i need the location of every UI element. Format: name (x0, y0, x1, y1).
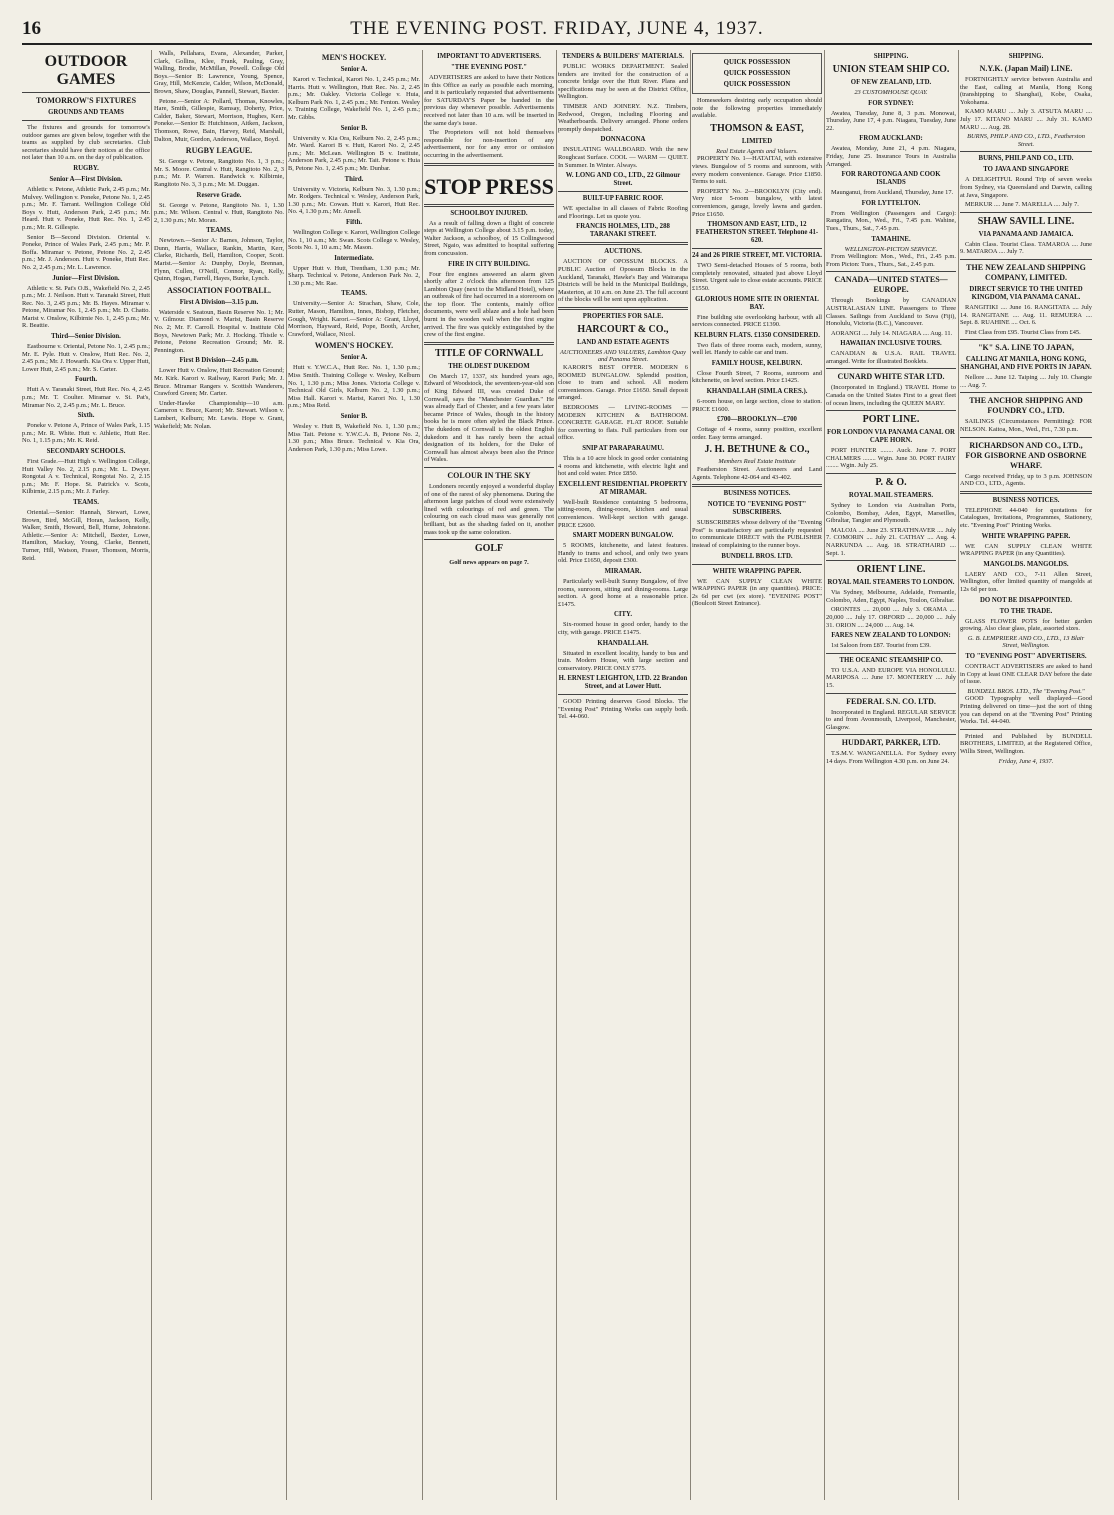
paragraph: Eastbourne v. Oriental, Petone No. 1, 2.45 p.m.; Mr. E. Pyle. Hutt v. Onslow, Hutt Rec. No. 2, 2.45 p.m.; Mr. J. Howarth. Kia Ora v. Upper Hutt, Lower Hutt, 2.45 p.m.; Mr. S. Carter. (22, 343, 150, 373)
paragraph: Walls, Pellahara, Evans, Alexander, Parker, Clark, Gollins, Klee, Frank, Pauling, Gray, Walling, Brodie, McMillan, Powell. College Old Boys.—Senior B: Lawrence, Young, Spence, Gray, Hill, McKenzie, Calder, Wilson, McDonald, Brown, Shaw, Douglas, Pannell, Stewart, Baxter. (154, 50, 284, 95)
subheading: Senior B. (340, 413, 368, 420)
mens-hockey-heading: MEN'S HOCKEY. (321, 53, 387, 62)
paragraph: BEDROOMS — LIVING-ROOMS — MODERN KITCHEN & BATHROOM. CONCRETE GARAGE. FLAT ROOF. Suitable for converting to flats. Full particulars from our office. (558, 404, 688, 442)
paragraph: CONTRACT ADVERTISERS are asked to hand in Copy at least ONE CLEAR DAY before the date of issue. (960, 662, 1092, 686)
rule (692, 248, 822, 249)
rule (558, 694, 688, 695)
paragraph: Maunganui, from Auckland, Thursday, June 17. (831, 189, 954, 197)
subheading: SCHOOLBOY INJURED. (450, 209, 528, 217)
rugby-heading: RUGBY. (73, 164, 99, 172)
rule (960, 151, 1092, 152)
subheading: First A Division—3.15 p.m. (179, 298, 259, 306)
rule (22, 92, 150, 93)
firm-name: G. B. LEMPRIERE AND CO., LTD., 13 Blair Street, Wellington. (967, 634, 1085, 650)
subheading: MIRAMAR. (604, 567, 642, 575)
rule (826, 560, 956, 561)
firm-name: W. LONG AND CO., LTD., 22 Gilmour Street. (565, 172, 681, 188)
subheading: 24 and 26 PIRIE STREET, MT. VICTORIA. (692, 252, 822, 260)
port-line-heading: PORT LINE. (862, 414, 920, 426)
paragraph: PUBLIC WORKS DEPARTMENT. Sealed tenders are invited for the construction of a concrete bridge over the Hutt River. Plans and specifications may be seen at the District Office, Wellington. (558, 63, 688, 101)
column-1 (22, 50, 150, 1500)
rule (960, 491, 1092, 494)
page-number: 16 (22, 18, 41, 39)
rule (960, 729, 1092, 730)
paragraph: University v. Victoria, Kelburn No. 3, 1.30 p.m.; Mr. Rodgers. Technical v. Wesley, Anderson Park, 1.30 p.m.; Mr. Cowan. Hutt v. Karori, Hutt Rec. No. 4, 1.30 p.m.; Mr. Ansell. (288, 185, 420, 216)
column-divider (690, 50, 691, 1500)
tenders-heading: TENDERS & BUILDERS' MATERIALS. (562, 53, 684, 60)
bethune-heading: J. H. BETHUNE & CO., (704, 444, 810, 456)
paragraph: Sydney to London via Australian Ports, Colombo, Bombay, Aden, Egypt, Marseilles, Gibraltar, Tangier and Plymouth. (826, 502, 956, 525)
firm-agents: BURNS, PHILP AND CO., LTD., Featherston Street. (967, 133, 1085, 148)
union-steam-heading: UNION STEAM SHIP CO. (832, 64, 950, 75)
paragraph: SUBSCRIBERS whose delivery of the "Evening Post" is unsatisfactory are particularly requested to communicate DIRECT with the PUBLISHER instead of complaining to the runner boys. (692, 519, 822, 549)
paragraph: 5 ROOMS, kitchenette, and latest features. Handy to trams and school, and only two years old. Price £1650, deposit £300. (558, 542, 688, 565)
shipping-heading: SHIPPING. (873, 53, 909, 60)
subheading: FOR SYDNEY: (868, 99, 914, 107)
paragraph: Four fire engines answered an alarm given shortly after 2 o'clock this afternoon from 125 Lambton Quay (next to the Midland Hotel), where an outbreak of fire had occurred in a storeroom on the top floor. The contents, mainly office documents, were well ablaze and a hole had been burnt in the wooden wall when the first engine arrived. The fire was quickly extinguished by the crew of the first engine. (424, 270, 554, 339)
rule (558, 307, 688, 310)
richardson-heading: RICHARDSON AND CO., LTD., FOR GISBORNE AND OSBORNE WHARF. (965, 440, 1087, 470)
subheading: Third—Senior Division. (51, 333, 121, 341)
column-divider (151, 50, 152, 1500)
rule (692, 564, 822, 565)
column-2 (154, 50, 284, 1500)
subheading: Third. (344, 175, 364, 183)
paragraph: University.—Senior A: Strachan, Shaw, Cole, Rutter, Mason, Hamilton, Innes, Bishop, Fletcher, Gough, Wright. Karori.—Senior A: Grant, Lloyd, Morrison, Hayward, Reid, Pope, Booth, Archer, Crawford, Wallace, Nicol. (288, 300, 420, 338)
paragraph: Well-built Residence containing 5 bedrooms, sitting-room, dining-room, kitchen and usual conveniences. Well-kept section with garage. PRICE £2600. (558, 498, 688, 529)
paragraph: On March 17, 1337, six hundred years ago, Edward of Woodstock, the seventeen-year-old son of King Edward III, was created Duke of Cornwall, says the "Manchester Guardian." He was already Earl of Chester, and a few years later became Prince of Wales, though in the history books he is more often styled the Black Prince. The dukedom of Cornwall is the oldest English dukedom and it has rarely been the actual designation of its holders, for the Duke of Cornwall has almost always been also the Prince of Wales. (424, 372, 554, 464)
paragraph: Athletic v. St. Pat's O.B., Wakefield No. 2, 2.45 p.m.; Mr. J. Neilson. Hutt v. Taranaki Street, Hutt Rec. No. 3, 2.45 p.m.; Mr. B. Hayes. Miramar v. Petone, Miramar No. 1, 2.45 p.m.; Mr. D. Chatto. Marist v. Onslow, Kilbirnie No. 1, 2.45 p.m.; Mr. R. Beattie. (22, 284, 150, 330)
association-heading: ASSOCIATION FOOTBALL. (167, 285, 271, 295)
paragraph: Poneke v. Petone A, Prince of Wales Park, 1.15 p.m.; Mr. R. White. Hutt v. Athletic, Hutt Rec. No. 1, 1.15 p.m.; Mr. K. Reid. (22, 422, 150, 445)
paragraph: T.S.M.V. WANGANELLA. For Sydney every 14 days. From Wellington 4.30 p.m. on June 24. (826, 750, 956, 765)
masthead-title: THE EVENING POST. FRIDAY, JUNE 4, 1937. (350, 18, 764, 39)
firm-tagline: Real Estate Agents and Valuers. (716, 147, 798, 155)
column-divider (286, 50, 287, 1500)
rule (960, 339, 1092, 340)
paragraph: TIMBER AND JOINERY. N.Z. Timbers, Redwood, Oregon, including Flooring and Weatherboards. Delivery arranged. Phone orders promptly despatched. (558, 102, 688, 133)
auctions-heading: AUCTIONS. (604, 248, 642, 256)
rule (960, 212, 1092, 213)
firm-tagline: Members Real Estate Institute (718, 458, 796, 466)
paragraph: TO U.S.A. AND EUROPE VIA HONOLULU. MARIPOSA .... June 17. MONTEREY .... July 15. (826, 666, 956, 689)
subheading: Sixth. (77, 412, 95, 420)
paragraph: CANADIAN & U.S.A. RAIL TRAVEL arranged. Write for illustrated Booklets. (826, 350, 956, 365)
paragraph: First Class from £95. Tourist Class from £45. (965, 328, 1081, 336)
paragraph: PROPERTY No. 1—HATAITAI, with extensive views. Bungalow of 5 rooms and sunroom, with every modern convenience. Garage. Price £1850. Terms to suit. (692, 155, 822, 186)
subheading: Fifth. (345, 218, 363, 226)
subheading: Senior A. (340, 66, 368, 73)
paragraph: The Proprietors will not hold themselves responsible for non-insertion of any advertisement, nor for any error or omission occurring in the advertisement. (424, 129, 554, 159)
paragraph: KAMO MARU .... July 3. ATSUTA MARU .... July 17. KITANO MARU .... July 31. KAMO MARU .... Aug. 28. (960, 108, 1092, 131)
quick-possession-box (692, 53, 822, 94)
subheading: LIMITED (741, 137, 773, 145)
paragraph: FORTNIGHTLY service between Australia and the East, calling at Manila, Hong Kong (transhipping to Shanghai), Kobe, Osaka, Yokohama. (960, 76, 1092, 106)
paragraph: Lower Hutt v. Onslow, Hutt Recreation Ground; Mr. Kirk. Karori v. Railway, Karori Park; Mr. J. Bruce. Miramar Rangers v. Scottish Wanderers, Crawford Green; Mr. Carter. (154, 367, 284, 398)
golf-heading: GOLF (474, 543, 504, 555)
paragraph: TELEPHONE 44-040 for quotations for Catalogues, Invitations, Programmes, Stationery, etc. "Evening Post" Printing Works. (960, 506, 1092, 530)
paragraph: INSULATING WALLBOARD. With the new Roughcast Surface. COOL — WARM — QUIET. In Summer. In Winter. Always. (558, 146, 688, 169)
paragraph: Featherston Street. Auctioneers and Land Agents. Telephone 42-064 and 43-402. (692, 466, 822, 481)
paragraph: AORANGI .... July 14. NIAGARA .... Aug. 11. (831, 329, 953, 337)
paragraph: ADVERTISERS are asked to have their Notices in this Office as early as possible each morning, and it is particularly requested that advertisements for SATURDAY'S Paper be handed in the previous day whenever possible. Advertisements received not later than 10 a.m. will be inserted in the same day's issue. (424, 74, 554, 127)
paragraph: Oriental.—Senior: Hannah, Stewart, Lowe, Brown, Bird, McGill, Horan, Jackson, Kelly, Walker, Smith, Howard, Bell, Hume, Johnstone. Athletic.—Senior A: Mitchell, Baxter, Lowe, Hamilton, Mackay, Young, Clarke, Bennett, Turner, Hill, Watson, Fraser, Thomson, Morris, Reid. (22, 508, 150, 562)
subheading: OF NEW ZEALAND, LTD. (850, 79, 932, 86)
column-6 (692, 50, 822, 1500)
paragraph: GOOD Printing deserves Good Blocks. The "Evening Post" Printing Works can supply both. Tel. 44-060. (558, 698, 688, 721)
paragraph: A DELIGHTFUL Round Trip of seven weeks from Sydney, via Queensland and Darwin, calling at Java, Singapore. (960, 176, 1092, 199)
subheading: SNIP AT PARAPARAUMU. (582, 445, 664, 452)
paragraph: Close Fourth Street, 7 Rooms, sunroom and kitchenette, on level section. Price £1425. (692, 369, 822, 385)
paragraph: MERKUR .... June 7. MARELLA .... July 7. (965, 201, 1079, 209)
paragraph: SAILINGS (Circumstances Permitting): FOR NELSON. Kaitoa, Mon., Wed., Fri., 7.30 p.m. (960, 418, 1092, 434)
paragraph: Through Bookings by CANADIAN AUSTRALASIAN LINE. Passengers to Three Classes. Sailings from Auckland to Suva (Fiji), Honolulu, Victoria (B.C.), Vancouver. (826, 297, 956, 328)
column-3 (288, 50, 420, 1500)
imprint-date: Friday, June 4, 1937. (998, 757, 1054, 765)
paragraph: Cargo received Friday, up to 3 p.m. JOHNSON AND CO., LTD., Agents. (960, 472, 1092, 488)
column-7 (826, 50, 956, 1500)
outdoor-games-heading: OUTDOOR GAMES (44, 53, 128, 88)
paragraph: As a result of falling down a flight of concrete steps at Wellington College about 3.15 p.m. today, Walter Jackson, a schoolboy, of 15 Collingwood Street, Ngaio, was admitted to hospital suffering from concussion. (424, 219, 554, 257)
subheading: WHITE WRAPPING PAPER. (981, 532, 1071, 540)
subheading: FARES NEW ZEALAND TO LONDON: (831, 632, 951, 640)
paragraph: 1st Saloon from £87. Tourist from £39. (831, 642, 931, 650)
imprint: Printed and Published by BUNDELL BROTHERS, LIMITED, at the Registered Office, Willis Street, Wellington. (960, 732, 1092, 755)
paragraph: Wesley v. Hutt B, Wakefield No. 1, 1.30 p.m.; Miss Tait. Petone v. Y.W.C.A. B, Petone No. 2, 1.30 p.m.; Miss Bruce. Technical v. Kia Ora, Anderson Park, 1.30 p.m.; Miss Lowe. (288, 423, 420, 453)
subheading: SECONDARY SCHOOLS. (46, 448, 126, 455)
paragraph: St. George v. Petone, Rangitoto No. 1, 3 p.m.; Mr. S. Moore. Central v. Hutt, Rangitoto No. 2, 3 p.m.; Mr. P. Warren. Randwick v. Kilbirnie, Rangitoto No. 3, 3 p.m.; Mr. M. Duggan. (154, 158, 284, 188)
rule (826, 693, 956, 694)
paragraph: Cottage of 4 rooms, sunny position, excellent order. Easy terms arranged. (692, 426, 822, 441)
subheading: KHANDALLAH. (597, 639, 649, 647)
paragraph: 6-room house, on large section, close to station. PRICE £1600. (692, 398, 822, 413)
column-divider (958, 50, 959, 1500)
paragraph: Wellington College v. Karori, Wellington College No. 1, 10 a.m.; Mr. Swan. Scots College v. Wesley, Scots No. 1, 10 a.m.; Mr. Mason. (288, 228, 420, 252)
paragraph: Fine building site overlooking harbour, with all services connected. PRICE £1390. (692, 313, 822, 329)
subheading: THE OCEANIC STEAMSHIP CO. (839, 656, 943, 664)
column-4 (424, 50, 554, 1500)
paragraph: ORONTES .... 20,000 .... July 3. ORAMA .... 20,000 .... July 17. ORFORD .... 20,000 .... July 31. ORION .... 24,000 .... Aug. 14. (826, 606, 956, 629)
subheading: Senior A—First Division. (49, 175, 123, 183)
properties-heading: PROPERTIES FOR SALE. (582, 312, 664, 320)
rule (558, 242, 688, 245)
womens-hockey-heading: WOMEN'S HOCKEY. (314, 341, 394, 351)
paragraph: Senior B—Second Division. Oriental v. Poneke, Prince of Wales Park, 2.45 p.m.; Mr. P. Boffa. Miramar v. Petone, Petone No. 2, 2.45 p.m.; Mr. J. Anderson. Hutt v. Poneke, Hutt Rec. No. 2, 2.45 p.m.; Mr. L. Lawrence. (22, 233, 150, 271)
huddart-heading: HUDDART, PARKER, LTD. (841, 738, 941, 748)
rule (826, 734, 956, 735)
rule (424, 163, 554, 166)
quick-possession-line: QUICK POSSESSION (723, 70, 791, 77)
rule (960, 437, 1092, 438)
paragraph: Karori v. Technical, Karori No. 1, 2.45 p.m.; Mr. Harris. Hutt v. Wellington, Hutt Rec. No. 2, 2.45 p.m.; Mr. Oakley. Victoria College v. Huia, Kelburn Park No. 1, 2.45 p.m.; Mr. Fenton. Wesley v. Training College, Wakefield No. 1, 2.45 p.m.; Mr. Gibbs. (288, 76, 420, 121)
subheading: VIA PANAMA AND JAMAICA. (978, 230, 1074, 238)
subheading: SMART MODERN BUNGALOW. (572, 532, 674, 540)
rule (558, 191, 688, 192)
paragraph: LAERY AND CO., 7-11 Allen Street, Wellington, offer limited quantity of mangolds at 12s 6d per ton. (960, 570, 1092, 593)
paragraph: First Grade.—Hutt High v. Wellington College, Hutt Valley No. 2, 2.15 p.m.; Mr. L. Dwyer. Rongotai A v. Technical, Rongotai No. 2, 2.15 p.m.; Mr. F. Hope. St. Patrick's v. Scots, Kilbirnie, 2.15 p.m.; Mr. J. Farley. (22, 458, 150, 496)
paragraph: Hutt v. Y.W.C.A., Hutt Rec. No. 1, 1.30 p.m.; Miss Smith. Training College v. Wesley, Kelburn No. 1, 1.30 p.m.; Miss Jones. Victoria College v. Technical Old Girls, Kelburn No. 2, 1.30 p.m.; Miss Hall. Karori v. Marist, Karori No. 1, 1.30 p.m.; Miss Reid. (288, 364, 420, 410)
subheading: FOR LONDON VIA PANAMA CANAL OR CAPE HORN. (827, 429, 955, 445)
subheading: HAWAIIAN INCLUSIVE TOURS. (840, 340, 942, 348)
subheading: FOR LYTTELTON. (861, 199, 921, 207)
paragraph: Nellore .... June 12. Taiping .... July 10. Changte .... Aug. 7. (960, 374, 1092, 389)
rule (826, 410, 956, 411)
paragraph: Homeseekers desiring early occupation should note the following properties immediately available. (692, 97, 822, 120)
paragraph: Situated in excellent locality, handy to bus and train. Modern House, with large section and conservatory. PRICE ONLY £775. (558, 649, 688, 672)
paragraph: WE specialise in all classes of Fabric Roofing and Floorings. Let us quote you. (558, 205, 688, 220)
subheading: FIRE IN CITY BUILDING. (448, 260, 530, 268)
rule (960, 392, 1092, 393)
firm-tagline: WELLINGTON-PICTON SERVICE. (844, 245, 938, 253)
subheading: TEAMS. (73, 498, 99, 506)
subheading: Senior A. (340, 354, 368, 362)
business-notices-heading: BUSINESS NOTICES. (723, 490, 791, 498)
rule (22, 120, 150, 121)
k-line-heading: "K" S.A. LINE TO JAPAN, (978, 343, 1074, 353)
paragraph: Two flats of three rooms each, modern, sunny, well let. Handy to cable car and tram. (692, 341, 822, 357)
subheading: EXCELLENT RESIDENTIAL PROPERTY AT MIRAMAR. (558, 480, 688, 496)
nz-shipping-heading: THE NEW ZEALAND SHIPPING COMPANY, LIMITED. (966, 262, 1086, 282)
rule (826, 473, 956, 474)
rugby-league-heading: RUGBY LEAGUE. (185, 146, 253, 156)
subheading: ROYAL MAIL STEAMERS TO LONDON. (827, 579, 955, 587)
nyk-heading: N.Y.K. (Japan Mail) LINE. (979, 64, 1073, 73)
paragraph: Waterside v. Seatoun, Basin Reserve No. 1; Mr. V. Gilmour. Diamond v. Marist, Basin Reserve No. 2; Mr. F. Carroll. Hospital v. Institute Old Boys, Newtown Park; Mr. J. Hocking. Thistle v. Petone, Petone Recreation Ground; Mr. R. Pennington. (154, 308, 284, 354)
column-divider (556, 50, 557, 1500)
stop-press-heading: STOP PRESS (424, 173, 554, 199)
rule (826, 271, 956, 272)
rule (826, 368, 956, 369)
shaw-savill-heading: SHAW SAVILL LINE. (977, 215, 1075, 227)
paragraph: Awatea, Tuesday, June 8, 3 p.m. Monowai, Thursday, June 17, 4 p.m. Niagara, Tuesday, June 22. (826, 109, 956, 132)
cunard-heading: CUNARD WHITE STAR LTD. (837, 372, 945, 382)
paragraph: From Wellington: Mon., Wed., Fri., 2.45 p.m. From Picton: Tues., Thurs., Sat., 2.45 p.m. (826, 253, 956, 268)
masthead-rule (22, 43, 1092, 45)
paragraph: Athletic v. Petone, Athletic Park, 2.45 p.m.; Mr. Mulvey. Wellington v. Poneke, Petone No. 1, 2.45 p.m.; Mr. F. Tarrant. Wellington College Old Boys v. Hutt, Anderson Park, 2.45 p.m.; Mr. Heard. Hutt v. Poneke, Hutt Rec. No. 1, 2.45 p.m.; Mr. R. Gillespie. (22, 185, 150, 231)
paragraph: Via Sydney, Melbourne, Adelaide, Fremantle, Colombo, Aden, Egypt, Naples, Toulon, Gibraltar. (826, 589, 956, 604)
title-of-cornwall-heading: TITLE OF CORNWALL (435, 347, 543, 359)
paragraph: Hutt A v. Taranaki Street, Hutt Rec. No. 4, 2.45 p.m.; Mr. T. Coulter. Miramar v. St. Pat's, Miramar No. 2, 2.45 p.m.; Mr. L. Bruce. (22, 386, 150, 409)
subheading: BURNS, PHILP AND CO., LTD. (978, 155, 1074, 163)
subheading: WHITE WRAPPING PAPER. (712, 567, 802, 575)
paragraph: St. George v. Petone, Rangitoto No. 1, 1.30 p.m.; Mr. Wilson. Central v. Hutt, Rangitoto No. 2, 1.30 p.m.; Mr. Moran. (154, 201, 284, 224)
firm-name: H. ERNEST LEIGHTON, LTD. 22 Brandon Street, and at Lower Hutt. (558, 675, 688, 691)
subheading: Senior B. (340, 124, 368, 132)
paragraph: Under-Hawke Championship—10 a.m. Cameron v. Bruce, Karori; Mr. Stewart. Wilson v. Lambert, Kelburn; Mr. Lewis. Hope v. Grant, Wakefield; Mr. Nolan. (154, 399, 284, 430)
subheading: LAND AND ESTATE AGENTS (576, 338, 670, 346)
rule (960, 259, 1092, 260)
column-5 (558, 50, 688, 1500)
paragraph: WE CAN SUPPLY CLEAN WHITE WRAPPING PAPER (in any Quantities). (960, 542, 1092, 558)
subheading: TO "EVENING POST" ADVERTISERS. (965, 652, 1087, 660)
subheading: "THE EVENING POST." (451, 64, 527, 71)
paragraph: Six-roomed house in good order, handy to the city, with garage. PRICE £1475. (558, 621, 688, 636)
canada-heading: CANADA—UNITED STATES—EUROPE. (834, 275, 948, 295)
paragraph: University v. Kia Ora, Kelburn No. 2, 2.45 p.m.; Mr. Ward. Karori B v. Hutt, Karori No. 2, 2.45 p.m.; Mr. McLean. Wellington B v. Institute, Anderson Park, 2.45 p.m.; Mr. Tait. Petone v. Huia B, Petone No. 1, 2.45 p.m.; Mr. Dunbar. (288, 134, 420, 172)
paragraph: GOOD Typography well displayed—Good Printing delivered on time—just the sort of thing you can depend on at the "Evening Post" Printing Works. Tel. 44-040. (960, 695, 1092, 726)
paragraph: MALOJA .... June 23. STRATHNAVER .... July 7. COMORIN .... July 21. CATHAY .... Aug. 4. NARKUNDA .... Aug. 18. STRATHAIRD .... Sept. 1. (826, 526, 956, 557)
shipping-heading: SHIPPING. (1008, 53, 1044, 60)
subheading: Reserve Grade. (196, 191, 242, 199)
anchor-heading: THE ANCHOR SHIPPING AND FOUNDRY CO., LTD. (969, 396, 1083, 416)
quick-possession-line: QUICK POSSESSION (723, 81, 791, 88)
subheading: TEAMS. (341, 290, 367, 298)
federal-heading: FEDERAL S.N. CO. LTD. (846, 696, 936, 706)
subheading: KHANDALLAH (SIMLA CRES.). (706, 388, 808, 396)
thomson-east-heading: THOMSON & EAST, (710, 122, 804, 134)
paragraph: PORT HUNTER ........ Auck. June 7. PORT CHALMERS ........ Wgtn. June 30. PORT FAIRY ........ Wgtn. July 25. (826, 447, 956, 470)
rule (424, 539, 554, 540)
subheading: DONNACONA (600, 136, 646, 144)
paragraph: From Wellington (Passengers and Cargo): Rangatira, Mon., Wed., Fri., 7.45 p.m. Wahine, Tues., Thurs., Sat., 7.45 p.m. (826, 209, 956, 232)
firm-name: BUNDELL BROS. LTD. (721, 552, 793, 560)
subheading: CALLING AT MANILA, HONG KONG, SHANGHAI, AND FIVE PORTS IN JAPAN. (960, 356, 1092, 372)
paragraph: KARORI'S BEST OFFER. MODERN 6 ROOMED BUNGALOW. Splendid position, close to tram and school. All modern conveniences. Garage. Price £1650. Small deposit arranged. (558, 364, 688, 402)
paragraph: Awatea, Monday, June 21, 4 p.m. Niagara, Friday, June 25. Insurance Tours in Australia Arranged. (826, 145, 956, 168)
subheading: Junior—First Division. (52, 274, 120, 282)
subheading: TEAMS. (206, 227, 232, 235)
harcourt-heading: HARCOURT & CO., (577, 323, 669, 335)
firm-address: 23 CUSTOMHOUSE QUAY. (854, 89, 928, 96)
grounds-heading: GROUNDS AND TEAMS (48, 109, 124, 116)
paragraph: Londoners recently enjoyed a wonderful display of one of the rarest of sky phenomena. During the afternoon large patches of cloud were extensively lined with colourings of red and green. The colouring on each cloud mass was generally not brilliant, but as the shading faded on it, another mass took up the same coloration. (424, 482, 554, 536)
business-notices-heading: BUSINESS NOTICES. (992, 496, 1060, 504)
paragraph: Particularly well-built Sunny Bungalow, of five rooms, sunroom, sitting and dining-rooms. Large section. A good home at a reasonable price. £1475. (558, 577, 688, 608)
subheading: TAMAHINE. (871, 235, 911, 243)
paragraph: (Incorporated in England.) TRAVEL Home to Canada on the United States First to a great fleet of ocean liners, including the QUEEN MARY. (826, 384, 956, 407)
firm-name: FRANCIS HOLMES, LTD., 288 TARANAKI STREET. (576, 223, 670, 239)
subheading: Fourth. (74, 376, 98, 384)
paragraph: This is a 10 acre block in good order containing 4 rooms and kitchenette, with electric light and hot and cold water. Price £850. (558, 455, 688, 478)
firm-address: AUCTIONEERS AND VALUERS, Lambton Quay and Panama Street. (560, 348, 686, 364)
subheading: KELBURN FLATS. £1350 CONSIDERED. (694, 331, 820, 339)
subheading: First B Division—2.45 p.m. (179, 357, 259, 365)
subheading: THE OLDEST DUKEDOM (448, 362, 530, 370)
rule (424, 467, 554, 468)
subheading: Intermediate. (334, 254, 374, 262)
paragraph: Incorporated in England. REGULAR SERVICE to and from Avonmouth, Liverpool, Manchester, Glasgow. (826, 708, 956, 731)
paragraph: WE CAN SUPPLY CLEAN WHITE WRAPPING PAPER (in any quantities). PRICE: 2s 6d per cwt (ex store). "EVENING POST" (Boulcott Street Entrance). (692, 577, 822, 608)
subheading: MANGOLDS. MANGOLDS. (983, 560, 1069, 568)
paragraph: Upper Hutt v. Hutt, Trentham, 1.30 p.m.; Mr. Sharp. Technical v. Petone, Anderson Park No. 2, 1.30 p.m.; Mr. Rae. (288, 264, 420, 287)
rule (424, 342, 554, 345)
firm-name: BUNDELL BROS. LTD., The "Evening Post." (967, 687, 1085, 695)
paragraph: Cabin Class. Tourist Class. TAMAROA .... June 9. MATAROA .... July 7. (960, 240, 1092, 256)
subheading: DO NOT BE DISAPPOINTED. (979, 596, 1073, 604)
golf-note: Golf news appears on page 7. (449, 559, 529, 567)
subheading: BUILT-UP FABRIC ROOF. (582, 195, 664, 203)
subheading: FAMILY HOUSE, KELBURN. (711, 359, 803, 367)
subheading: CITY. (613, 611, 633, 619)
subheading: DIRECT SERVICE TO THE UNITED KINGDOM, VIA PANAMA CANAL. (969, 285, 1083, 301)
column-divider (824, 50, 825, 1500)
subheading: FROM AUCKLAND: (859, 135, 923, 143)
subheading: GLORIOUS HOME SITE IN ORIENTAL BAY. (695, 295, 819, 311)
paragraph: RANGITIKI .... June 16. RANGITATA .... July 14. RANGITANE .... Aug. 11. REMUERA .... Sept. 8. RUAHINE .... Oct. 6. (960, 303, 1092, 327)
paragraph: Petone.—Senior A: Pollard, Thomas, Knowles, Hare, Smith, Gillespie, Ramsay, Doherty, Price, Calder, Baker, Stewart, Morrison, Hughes, Kerr. Poneke.—Senior B: Hutchinson, Aitken, Jackson, Thomson, Rowe, Bain, Harvey, Reid, Marshall, Dalton, Muir, Gordon, Anderson, Wallace, Boyd. (154, 97, 284, 143)
column-8 (960, 50, 1092, 1500)
fixtures-heading: TOMORROW'S FIXTURES (35, 96, 137, 105)
intro-text: The fixtures and grounds for tomorrow's outdoor games are given below, together with the teams as supplied by club secretaries. Club secretaries should have their notices at the office not later than 10 a.m. on the day of publication. (22, 124, 150, 162)
column-divider (422, 50, 423, 1500)
rule (826, 653, 956, 654)
masthead (22, 18, 1092, 42)
subheading: NOTICE TO "EVENING POST" SUBSCRIBERS. (707, 501, 807, 517)
colour-in-sky-heading: COLOUR IN THE SKY (447, 470, 531, 480)
advertisers-heading: IMPORTANT TO ADVERTISERS. (437, 53, 541, 60)
rule (424, 204, 554, 207)
orient-line-heading: ORIENT LINE. (856, 564, 926, 576)
subheading: TO THE TRADE. (999, 607, 1053, 615)
paragraph: AUCTION OF OPOSSUM BLOCKS. A PUBLIC Auction of Opossum Blocks in the Auckland, Taranaki, Hawke's Bay and Wairarapa Districts will be held in the Municipal Buildings, Masterton, at 10 a.m. on June 23. The full account of the blocks will be sent upon application. (558, 258, 688, 304)
paragraph: GLASS FLOWER POTS for better garden growing. Also clear glass, plate, assorted sizes. (960, 617, 1092, 633)
paragraph: PROPERTY No. 2—BROOKLYN (City end). Very nice 5-room bungalow, with latest conveniences, garage, lovely lawns and garden. Price £1650. (692, 187, 822, 218)
subheading: ROYAL MAIL STEAMERS. (848, 492, 934, 500)
rule (692, 484, 822, 487)
quick-possession-line: QUICK POSSESSION (723, 59, 791, 66)
firm-name: THOMSON AND EAST, LTD., 12 FEATHERSTON STREET. Telephone 41-620. (695, 221, 819, 245)
po-heading: P. & O. (875, 477, 907, 489)
paragraph: Newtown.—Senior A: Barnes, Johnson, Taylor, Dunn, Harris, Wallace, Rankin, Martin, Kerr, Clarke, Richards, Bell, Hamilton, Cooper, Scott. Marist.—Senior A: Dunphy, Doyle, Brennan, Flynn, Cullen, O'Neill, Connor, Ryan, Kelly, Quinn, Hogan, Farrell, Hayes, Burke, Lynch. (154, 237, 284, 283)
subheading: £700—BROOKLYN—£700 (717, 416, 797, 424)
subheading: FOR RAROTONGA AND COOK ISLANDS (841, 171, 941, 187)
subheading: TO JAVA AND SINGAPORE (983, 166, 1069, 174)
paragraph: TWO Semi-detached Houses of 5 rooms, both completely renovated, situated just above Lloyd Street. Urgent sale to close estate accounts. PRICE £1550. (692, 262, 822, 292)
